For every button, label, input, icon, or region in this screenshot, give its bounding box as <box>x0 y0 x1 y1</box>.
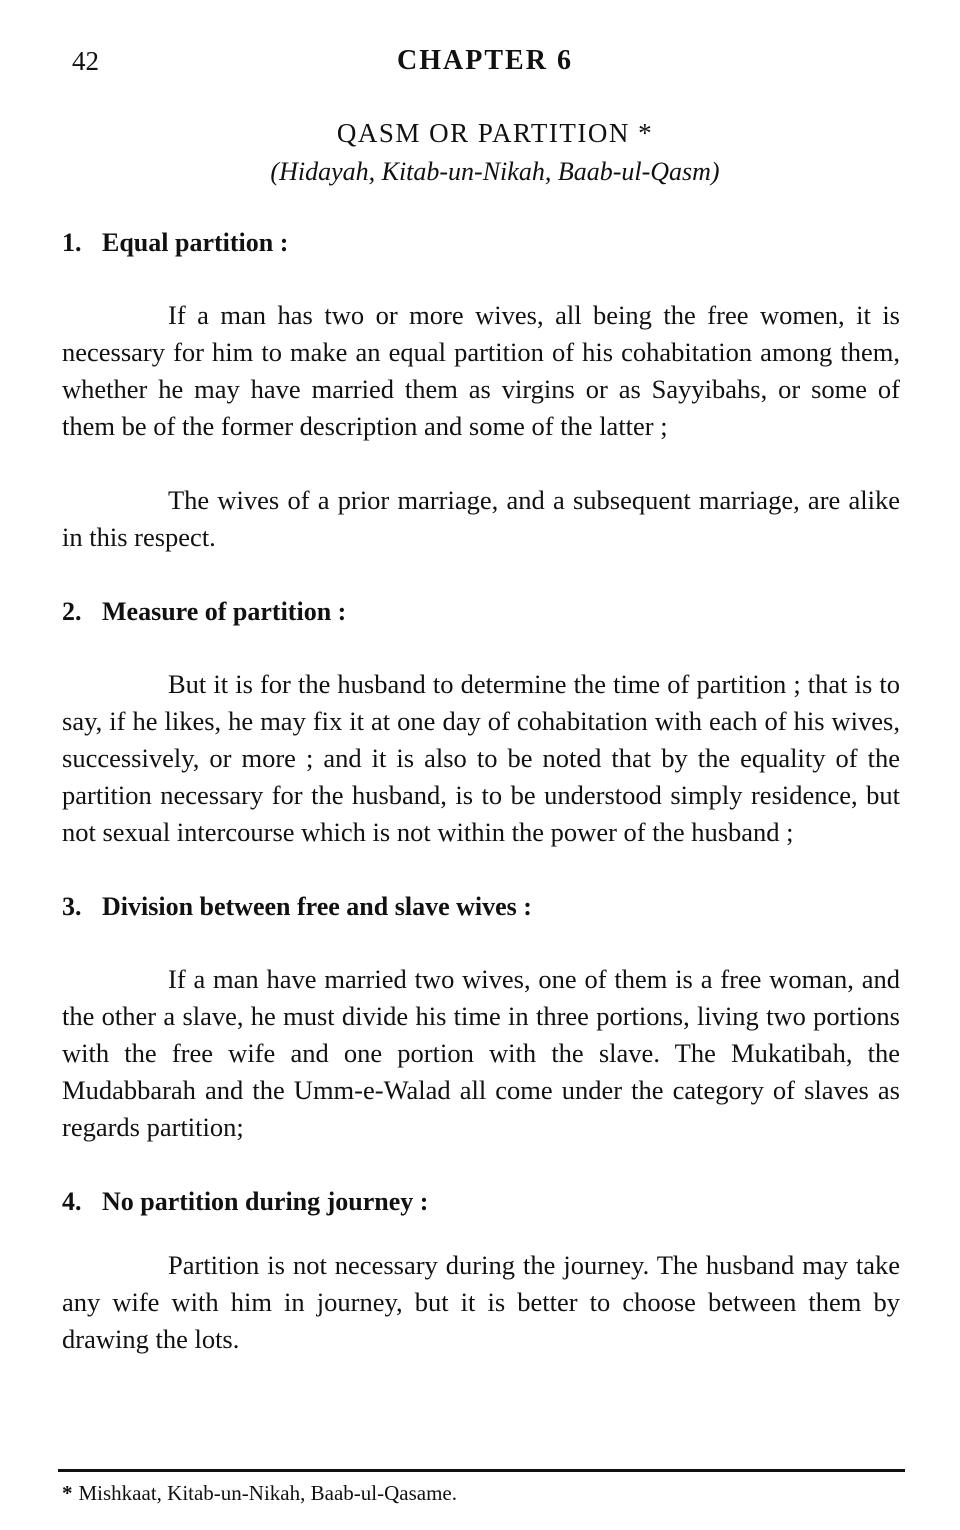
section-heading-text-4: No partition during journey : <box>102 1187 429 1216</box>
section-number-3: 3. <box>62 892 82 921</box>
paragraph-2-1: But it is for the husband to determine the time of partition ; that is to say, if he likes, he may fix it at one day of cohabitation with each of his wives, successively, or more ; and it is also to be noted that by the equality of the partition necessary for the husband, is to be understood simply residence, but not sexual intercourse which is not within the power of the husband ; <box>62 669 900 847</box>
footnote-divider <box>58 1469 905 1472</box>
section-title: QASM OR PARTITION * <box>336 118 654 148</box>
footnote <box>62 1478 457 1508</box>
paragraph-3-1: If a man have married two wives, one of them is a free woman, and the other a slave, he must divide his time in three portions, living two portions with the free wife and one portion with the slave. The Mukatibah, the Mudabbarah and the Umm-e-Walad all come under the category of slaves as regards partition; <box>62 964 900 1142</box>
section-number-4: 4. <box>62 1187 82 1216</box>
section-heading-text-2: Measure of partition : <box>102 597 347 626</box>
source-reference: (Hidayah, Kitab-un-Nikah, Baab-ul-Qasm) <box>270 157 720 186</box>
footnote-text: Mishkaat, Kitab-un-Nikah, Baab-ul-Qasame. <box>78 1481 457 1505</box>
paragraph-1-1: If a man has two or more wives, all being the free women, it is necessary for him to make an equal partition of his cohabitation among them, whether he may have married them as virgins or as Sayyibahs, or some of them be of the former description and some of the latter ; <box>62 300 900 441</box>
section-number-2: 2. <box>62 597 82 626</box>
page-number: 42 <box>72 46 99 76</box>
section-heading-text-1: Equal partition : <box>102 228 289 257</box>
footnote-mark: * <box>62 1481 73 1505</box>
section-heading-1 <box>62 224 900 261</box>
section-heading-4 <box>62 1183 900 1220</box>
chapter-heading: CHAPTER 6 <box>397 45 573 76</box>
section-heading-text-3: Division between free and slave wives : <box>102 892 532 921</box>
section-number-1: 1. <box>62 228 82 257</box>
paragraph-4-1: Partition is not necessary during the journey. The husband may take any wife with him in journey, but it is better to choose between them by drawing the lots. <box>62 1250 900 1354</box>
paragraph-1-2: The wives of a prior marriage, and a subsequent marriage, are alike in this respect. <box>62 485 900 552</box>
body-content <box>62 224 900 1358</box>
section-heading-2 <box>62 593 900 630</box>
section-heading-3 <box>62 888 900 925</box>
